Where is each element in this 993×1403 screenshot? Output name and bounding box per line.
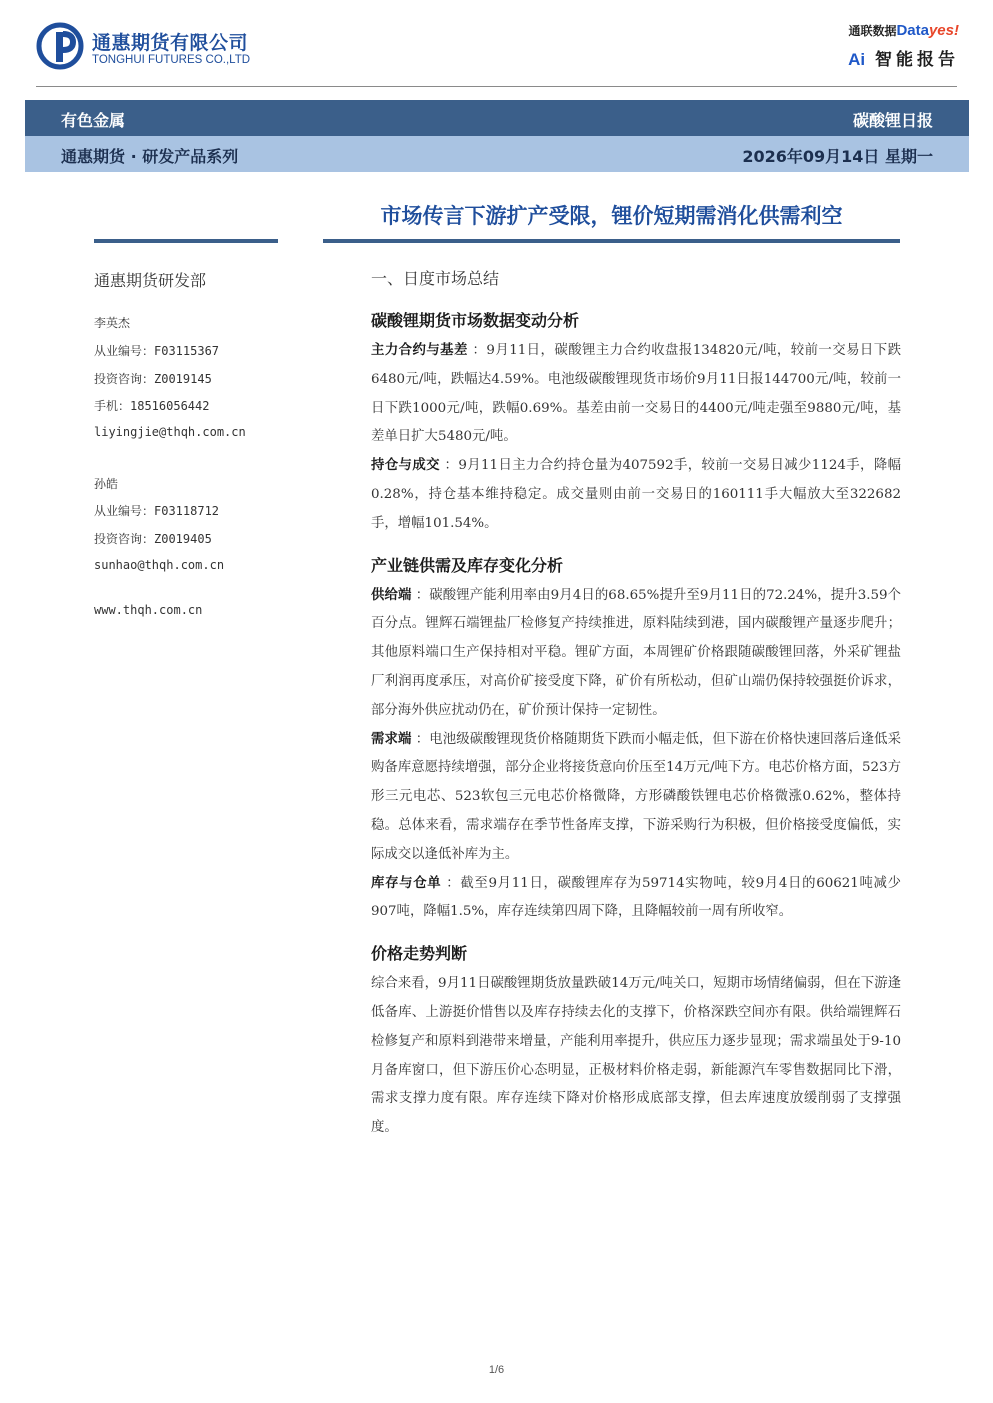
company-logo (36, 22, 286, 72)
main-contract-text: ：9月11日，碳酸锂主力合约收盘报134820元/吨，较前一交易日下跌6480元/吨，跌幅达4.59%。电池级碳酸锂现货市场价9月11日报144700元/吨，较前一日下跌1000元/吨，跌幅0.69%。基差由前一交易日的4400元/吨走强至9880元/吨，基差单日扩大5480元/吨。 (371, 343, 901, 445)
ai-report-text: 智能报告 (875, 50, 959, 70)
futures-analysis-heading: 碳酸锂期货市场数据变动分析 (371, 311, 580, 330)
position-paragraph (371, 452, 901, 538)
header-divider (36, 86, 957, 87)
position-label: 持仓与成交 (371, 458, 440, 474)
company-name-cn: 通惠期货有限公司 (92, 32, 249, 54)
page-number: 1/6 (488, 1364, 505, 1376)
price-outlook-paragraph: 综合来看，9月11日碳酸锂期货放量跌破14万元/吨关口，短期市场情绪偏弱，但在下游逢低备库、上游挺价惜售以及库存持续去化的支撑下，价格深跌空间亦有限。供给端锂辉石检修复产和原料到港带来增量，产能利用率提升，供应压力逐步显现；需求端虽处于9-10月备库窗口，但下游压价心态明显，正极材料价格走弱，新能源汽车零售数据同比下滑，需求支撑力度有限。库存连续下降对价格形成底部支撑，但去库速度放缓削弱了支撑强度。 (371, 976, 901, 1136)
website-link[interactable]: www.thqh.com.cn (94, 603, 203, 617)
inventory-label: 库存与仓单 (371, 875, 442, 891)
company-name-en: TONGHUI FUTURES CO.,LTD (92, 54, 251, 66)
ai-report-label (809, 45, 959, 70)
report-date: 2026年09月14日 星期一 (742, 147, 933, 166)
tonghui-logo-icon (36, 22, 84, 70)
analyst2-name: 孙皓 (94, 477, 119, 491)
series-band (25, 136, 969, 172)
supply-demand-heading: 产业链供需及库存变化分析 (371, 555, 564, 575)
demand-label: 需求端 (371, 731, 412, 747)
category-label: 有色金属 (61, 111, 126, 130)
datayes-brand (809, 22, 959, 39)
datayes-data: Data (896, 22, 929, 39)
sidebar-divider (94, 239, 278, 243)
main-contract-label: 主力合约与基差 (371, 343, 468, 358)
datayes-logo (809, 22, 959, 72)
report-title: 市场传言下游扩产受限，锂价短期需消化供需利空 (380, 204, 843, 228)
ai-icon: Ai (848, 50, 866, 69)
category-band (25, 100, 969, 136)
supply-paragraph (371, 582, 901, 726)
analyst1-phone: 手机：18516056442 (94, 399, 210, 413)
analyst1-name: 李英杰 (94, 316, 131, 330)
analyst1-license: 从业编号：F03115367 (94, 344, 220, 358)
position-text: ：9月11日主力合约持仓量为407592手，较前一交易日减少1124手，降幅0.28%，持仓基本维持稳定。成交量则由前一交易日的160111手大幅放大至322682手，增幅101.54%。 (371, 458, 901, 531)
series-label: 通惠期货 · 研发产品系列 (61, 147, 239, 166)
inventory-paragraph (371, 870, 901, 928)
analyst2-email[interactable]: sunhao@thqh.com.cn (94, 558, 225, 572)
title-divider (323, 239, 900, 243)
analyst2-advisory: 投资咨询：Z0019405 (94, 532, 212, 546)
main-contract-paragraph (371, 337, 901, 452)
demand-text: ：电池级碳酸锂现货价格随期货下跌而小幅走低，但下游在价格快速回落后逢低采购备库意愿持续增强，部分企业将接货意向价压至14万元/吨下方。电芯价格方面，523方形三元电芯、523软包三元电芯价格微降，方形磷酸铁锂电芯价格微涨0.62%，整体持稳。总体来看，需求端存在季节性备库支撑，下游采购行为积极，但价格接受度偏低，实际成交以逢低补库为主。 (371, 731, 902, 862)
research-dept: 通惠期货研发部 (94, 271, 207, 290)
main-content (371, 266, 901, 1143)
demand-paragraph (371, 726, 901, 870)
analyst1-advisory: 投资咨询：Z0019145 (94, 372, 212, 386)
price-outlook-heading: 价格走势判断 (371, 944, 468, 964)
section-heading: 一、日度市场总结 (371, 269, 500, 288)
analyst2-license: 从业编号：F03118712 (94, 504, 220, 518)
supply-label: 供给端 (371, 587, 412, 603)
analyst1-email[interactable]: liyingjie@thqh.com.cn (94, 425, 246, 439)
report-type-label: 碳酸锂日报 (852, 111, 933, 130)
datayes-yes: yes! (928, 22, 959, 39)
datayes-prefix: 通联数据 (848, 24, 897, 38)
supply-text: ：碳酸锂产能利用率由9月4日的68.65%提升至9月11日的72.24%，提升3.59个百分点。锂辉石端锂盐厂检修复产持续推进，原料陆续到港，国内碳酸锂产量逐步爬升；其他原料端口生产保持相对平稳。锂矿方面，本周锂矿价格跟随碳酸锂回落，外采矿锂盐厂利润再度承压，对高价矿接受度下降，矿价有所松动，但矿山端仍保持较强挺价诉求，部分海外供应扰动仍在，矿价预计保持一定韧性。 (371, 587, 901, 718)
inventory-text: ：截至9月11日，碳酸锂库存为59714实物吨，较9月4日的60621吨减少907吨，降幅1.5%，库存连续第四周下降，且降幅较前一周有所收窄。 (371, 875, 901, 920)
